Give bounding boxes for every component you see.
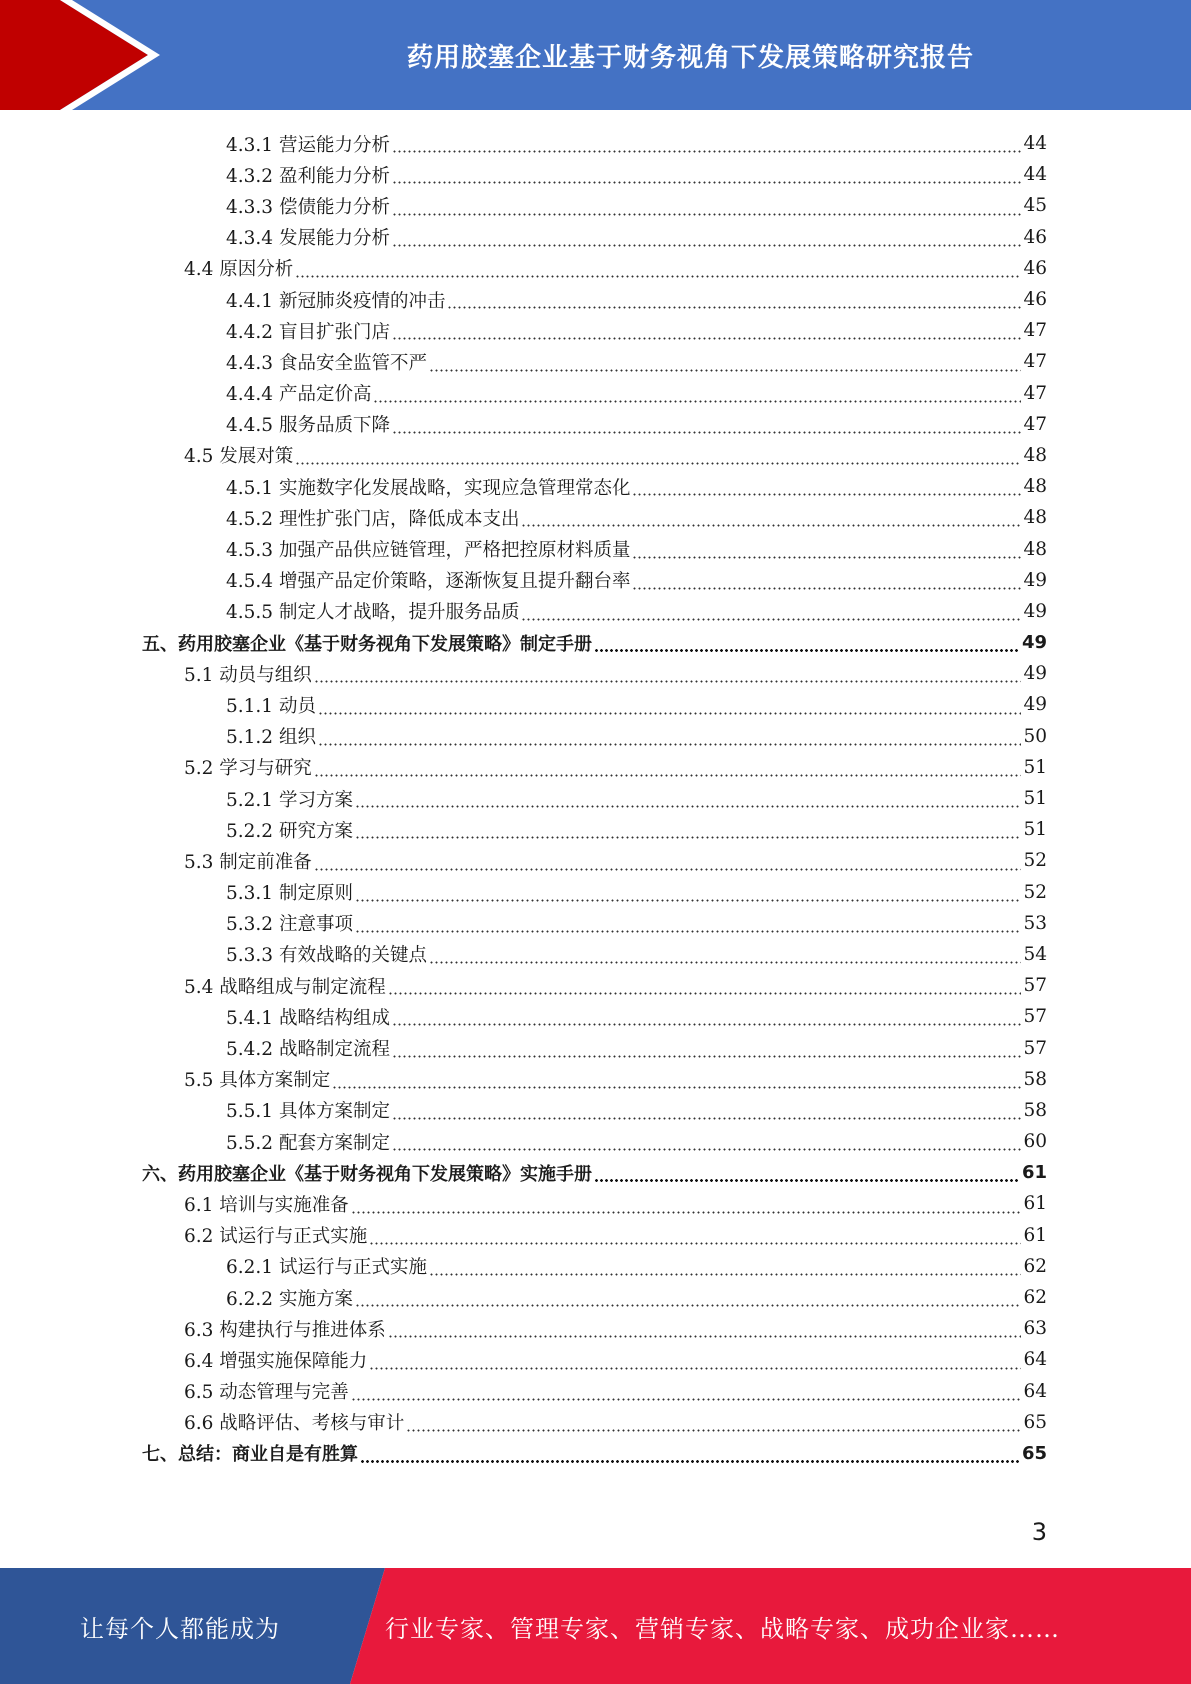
toc-entry-label: 5.2.1 学习方案 [226,789,353,811]
toc-entry[interactable] [142,1032,1047,1063]
toc-dot-leader [429,946,1021,964]
toc-entry-page: 47 [1023,351,1047,373]
toc-entry-page: 57 [1023,1037,1047,1059]
toc-entry-label: 5.5.1 具体方案制定 [226,1101,390,1123]
toc-entry-label: 5.2 学习与研究 [184,758,312,780]
toc-dot-leader [392,1133,1021,1151]
toc-entry-page: 51 [1023,756,1047,778]
toc-entry-label: 4.5.5 制定人才战略，提升服务品质 [226,602,520,624]
toc-entry[interactable] [142,1001,1047,1032]
toc-entry-label: 4.5.2 理性扩张门店，降低成本支出 [226,508,520,530]
toc-entry[interactable] [142,970,1047,1001]
toc-entry-label: 4.5.1 实施数字化发展战略，实现应急管理常态化 [226,477,631,499]
toc-entry-label: 6.3 构建执行与推进体系 [184,1319,386,1341]
toc-entry[interactable] [142,1188,1047,1219]
toc-entry[interactable] [142,1438,1047,1469]
toc-entry-page: 64 [1023,1380,1047,1402]
toc-entry[interactable] [142,284,1047,315]
toc-entry-label: 4.5 发展对策 [184,446,294,468]
toc-dot-leader [355,790,1022,808]
toc-entry[interactable] [142,1282,1047,1313]
toc-entry-page: 46 [1023,226,1047,248]
toc-entry[interactable] [142,502,1047,533]
toc-entry-label: 4.5.4 增强产品定价策略，逐渐恢复且提升翻台率 [226,571,631,593]
toc-entry-page: 65 [1023,1411,1047,1433]
toc-entry[interactable] [142,814,1047,845]
toc-entry[interactable] [142,1064,1047,1095]
toc-entry-page: 49 [1023,663,1047,685]
toc-dot-leader [632,478,1021,496]
toc-dot-leader [594,634,1020,652]
toc-entry-page: 51 [1023,788,1047,810]
toc-entry-page: 60 [1023,1131,1047,1153]
toc-entry-page: 62 [1023,1287,1047,1309]
toc-dot-leader [332,1071,1021,1089]
toc-entry[interactable] [142,190,1047,221]
toc-entry-label: 4.4.5 服务品质下降 [226,415,390,437]
toc-entry[interactable] [142,378,1047,409]
toc-dot-leader [429,354,1021,372]
toc-dot-leader [594,1164,1020,1182]
toc-dot-leader [369,1352,1021,1370]
header-title: 药用胶塞企业基于财务视角下发展策略研究报告 [406,42,974,73]
toc-entry-label: 5.1.1 动员 [226,695,316,717]
toc-dot-leader [392,1008,1021,1026]
toc-entry-label: 5.1.2 组织 [226,727,316,749]
toc-entry-page: 54 [1023,943,1047,965]
toc-entry-label: 5.5.2 配套方案制定 [226,1132,390,1154]
table-of-contents [142,128,1047,1469]
toc-entry[interactable] [142,908,1047,939]
toc-entry[interactable] [142,315,1047,346]
toc-entry-label: 5.3.1 制定原则 [226,883,353,905]
toc-entry-page: 46 [1023,289,1047,311]
page-footer [0,1568,1191,1684]
toc-entry-page: 61 [1023,1224,1047,1246]
toc-entry-page: 46 [1023,257,1047,279]
toc-entry[interactable] [142,877,1047,908]
toc-entry[interactable] [142,845,1047,876]
toc-entry-label: 4.3.4 发展能力分析 [226,228,390,250]
toc-entry-label: 4.4.2 盲目扩张门店 [226,321,390,343]
toc-dot-leader [388,1320,1022,1338]
toc-entry[interactable] [142,1126,1047,1157]
toc-entry[interactable] [142,409,1047,440]
toc-entry-page: 47 [1023,382,1047,404]
toc-entry-label: 6.4 增强实施保障能力 [184,1350,368,1372]
toc-dot-leader [521,509,1021,527]
toc-entry-label: 6.2.2 实施方案 [226,1288,353,1310]
toc-dot-leader [355,915,1022,933]
toc-dot-leader [392,416,1021,434]
toc-entry-page: 49 [1023,600,1047,622]
toc-entry-page: 61 [1023,1193,1047,1215]
toc-dot-leader [392,322,1021,340]
toc-dot-leader [392,135,1021,153]
toc-entry-page: 48 [1023,476,1047,498]
toc-entry-page: 52 [1023,850,1047,872]
toc-entry-label: 六、药用胶塞企业《基于财务视角下发展策略》实施手册 [142,1163,592,1185]
toc-entry[interactable] [142,783,1047,814]
toc-entry[interactable] [142,939,1047,970]
toc-dot-leader [355,884,1022,902]
toc-entry-page: 57 [1023,975,1047,997]
toc-entry-label: 4.4 原因分析 [184,259,294,281]
toc-dot-leader [369,1227,1021,1245]
toc-entry[interactable] [142,1157,1047,1188]
toc-entry[interactable] [142,1407,1047,1438]
toc-entry[interactable] [142,627,1047,658]
toc-entry-page: 44 [1023,133,1047,155]
toc-entry-page: 47 [1023,320,1047,342]
toc-dot-leader [314,853,1022,871]
toc-entry-page: 53 [1023,912,1047,934]
toc-entry[interactable] [142,1095,1047,1126]
toc-dot-leader [521,603,1021,621]
toc-entry-label: 5.3.2 注意事项 [226,914,353,936]
toc-dot-leader [314,759,1022,777]
toc-entry[interactable] [142,222,1047,253]
toc-dot-leader [392,229,1021,247]
toc-entry-page: 58 [1023,1099,1047,1121]
toc-dot-leader [392,166,1021,184]
toc-entry-page: 48 [1023,538,1047,560]
toc-entry-page: 63 [1023,1318,1047,1340]
toc-entry-label: 6.2.1 试运行与正式实施 [226,1257,427,1279]
toc-entry-label: 6.1 培训与实施准备 [184,1194,349,1216]
toc-dot-leader [392,1040,1021,1058]
toc-entry-page: 64 [1023,1349,1047,1371]
toc-entry-page: 50 [1023,725,1047,747]
toc-dot-leader [318,728,1022,746]
toc-dot-leader [318,697,1022,715]
toc-entry-label: 6.2 试运行与正式实施 [184,1226,368,1248]
toc-dot-leader [447,291,1021,309]
toc-dot-leader [392,198,1021,216]
toc-entry[interactable] [142,721,1047,752]
toc-dot-leader [360,1445,1020,1463]
toc-entry-page: 44 [1023,164,1047,186]
toc-entry-label: 4.4.3 食品安全监管不严 [226,352,427,374]
toc-entry[interactable] [142,689,1047,720]
toc-entry-page: 52 [1023,881,1047,903]
footer-slogan-left: 让每个人都能成为 [80,1614,280,1643]
toc-entry-page: 51 [1023,819,1047,841]
footer-slogan-right: 行业专家、管理专家、营销专家、战略专家、成功企业家…… [385,1614,1060,1643]
toc-dot-leader [351,1196,1022,1214]
toc-dot-leader [388,977,1022,995]
toc-entry-label: 5.5 具体方案制定 [184,1070,331,1092]
toc-dot-leader [632,572,1021,590]
toc-entry-page: 48 [1023,444,1047,466]
toc-entry-page: 49 [1023,569,1047,591]
toc-dot-leader [429,1258,1021,1276]
toc-entry-label: 5.1 动员与组织 [184,664,312,686]
toc-entry-label: 5.4.2 战略制定流程 [226,1039,390,1061]
toc-entry[interactable] [142,1251,1047,1282]
toc-dot-leader [632,541,1021,559]
toc-dot-leader [355,821,1022,839]
toc-entry-label: 4.5.3 加强产品供应链管理，严格把控原材料质量 [226,540,631,562]
toc-entry-label: 4.4.1 新冠肺炎疫情的冲击 [226,290,446,312]
toc-entry[interactable] [142,440,1047,471]
toc-entry-label: 七、总结：商业自是有胜算 [142,1444,358,1466]
toc-entry[interactable] [142,1376,1047,1407]
toc-dot-leader [355,1289,1022,1307]
toc-entry-label: 5.2.2 研究方案 [226,820,353,842]
toc-entry[interactable] [142,1220,1047,1251]
toc-entry-label: 4.3.3 偿债能力分析 [226,196,390,218]
toc-entry[interactable] [142,471,1047,502]
toc-entry-page: 57 [1023,1006,1047,1028]
toc-entry[interactable] [142,752,1047,783]
toc-entry-label: 5.4.1 战略结构组成 [226,1007,390,1029]
toc-entry-page: 58 [1023,1068,1047,1090]
toc-entry-label: 5.3.3 有效战略的关键点 [226,945,427,967]
toc-dot-leader [351,1383,1022,1401]
toc-entry[interactable] [142,1313,1047,1344]
toc-entry[interactable] [142,128,1047,159]
toc-dot-leader [314,665,1022,683]
toc-entry-page: 65 [1021,1442,1047,1464]
toc-dot-leader [392,1102,1021,1120]
toc-dot-leader [295,260,1021,278]
toc-entry[interactable] [142,253,1047,284]
toc-entry[interactable] [142,658,1047,689]
toc-entry[interactable] [142,533,1047,564]
toc-dot-leader [406,1414,1021,1432]
toc-entry-page: 45 [1023,195,1047,217]
toc-entry[interactable] [142,346,1047,377]
page-number: 3 [1031,1518,1047,1546]
toc-entry-label: 4.4.4 产品定价高 [226,384,372,406]
toc-entry[interactable] [142,1344,1047,1375]
toc-entry-label: 5.4 战略组成与制定流程 [184,976,386,998]
toc-entry[interactable] [142,159,1047,190]
toc-entry-page: 47 [1023,413,1047,435]
toc-entry-page: 61 [1021,1162,1047,1184]
toc-entry-page: 62 [1023,1255,1047,1277]
toc-entry-label: 5.3 制定前准备 [184,851,312,873]
toc-entry-label: 五、药用胶塞企业《基于财务视角下发展策略》制定手册 [142,633,592,655]
toc-dot-leader [373,385,1021,403]
toc-entry[interactable] [142,565,1047,596]
toc-entry-page: 48 [1023,507,1047,529]
page-header [0,0,1191,110]
toc-entry-label: 4.3.2 盈利能力分析 [226,165,390,187]
toc-entry[interactable] [142,596,1047,627]
toc-entry-page: 49 [1023,694,1047,716]
toc-entry-page: 49 [1021,632,1047,654]
toc-dot-leader [295,447,1021,465]
toc-entry-label: 6.5 动态管理与完善 [184,1382,349,1404]
toc-entry-label: 6.6 战略评估、考核与审计 [184,1413,405,1435]
toc-entry-label: 4.3.1 营运能力分析 [226,134,390,156]
